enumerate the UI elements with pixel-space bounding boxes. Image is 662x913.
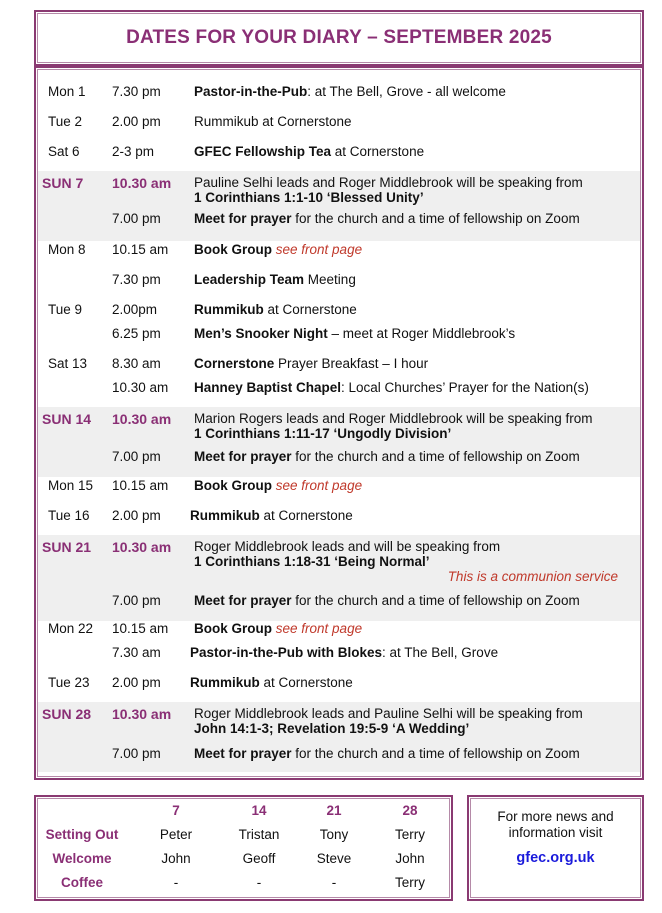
event-time: 2.00 pm (112, 508, 161, 523)
event-desc: Meet for prayer for the church and a time of fellowship on Zoom (194, 211, 580, 226)
event-desc: Roger Middlebrook leads and will be speaking from 1 Corinthians 1:18-31 ‘Being Normal’ (194, 539, 501, 569)
rota-cell: Terry (395, 875, 425, 890)
sunday-service-row (38, 539, 640, 589)
event-day: Mon 22 (48, 621, 94, 636)
rota-cell: Steve (316, 851, 352, 866)
event-day: Tue 16 (48, 508, 90, 523)
rota-cell: - (331, 875, 337, 890)
event-time: 7.30 am (112, 645, 161, 660)
rota-date: 28 (402, 803, 418, 818)
event-time: 10.30 am (112, 706, 172, 722)
rota-label: Coffee (60, 875, 103, 890)
event-row (38, 593, 640, 613)
rota-label: Welcome (52, 851, 112, 866)
rota-cell: Tristan (238, 827, 280, 842)
event-row (38, 144, 640, 164)
sunday-block (38, 407, 640, 477)
event-day: Tue 9 (48, 302, 83, 317)
event-day: SUN 21 (42, 539, 92, 555)
event-time: 10.30 am (112, 175, 172, 191)
event-day: Mon 8 (48, 242, 86, 257)
event-row (38, 302, 640, 322)
rota-date: 14 (251, 803, 267, 818)
title-box (34, 10, 644, 66)
event-time: 7.00 pm (112, 211, 161, 226)
event-day: Mon 1 (48, 84, 86, 99)
rota-box (34, 795, 453, 901)
sunday-service-row (38, 411, 640, 445)
event-time: 10.15 am (112, 242, 169, 257)
rota-cell: Peter (159, 827, 193, 842)
event-desc: Book Group see front page (194, 621, 363, 636)
event-desc: Meet for prayer for the church and a time of fellowship on Zoom (194, 593, 580, 608)
event-desc: Pastor-in-the-Pub: at The Bell, Grove - all welcome (194, 84, 506, 99)
event-desc: GFEC Fellowship Tea at Cornerstone (194, 144, 425, 159)
event-desc: Meet for prayer for the church and a time of fellowship on Zoom (194, 449, 580, 464)
event-time: 2.00 pm (112, 675, 161, 690)
website-link[interactable]: gfec.org.uk (516, 850, 595, 866)
rota-cell: Terry (395, 827, 425, 842)
event-day: SUN 28 (42, 706, 92, 722)
event-row (38, 114, 640, 134)
event-desc: Leadership Team Meeting (194, 272, 356, 287)
rota-cell: John (395, 851, 425, 866)
event-desc: Rummikub at Cornerstone (190, 508, 353, 523)
rota-cell: - (256, 875, 262, 890)
event-desc: Pauline Selhi leads and Roger Middlebrook will be speaking from 1 Corinthians 1:1-10 ‘Blessed Unity’ (194, 175, 583, 205)
event-day: SUN 14 (42, 411, 92, 427)
events-box (34, 66, 644, 780)
event-desc: Men’s Snooker Night – meet at Roger Middlebrook’s (194, 326, 516, 341)
event-time: 10.30 am (112, 380, 169, 395)
sunday-block (38, 535, 640, 621)
event-row (38, 272, 640, 292)
info-box (467, 795, 644, 901)
sunday-service-row (38, 706, 640, 740)
event-time: 6.25 pm (112, 326, 161, 341)
event-desc: Rummikub at Cornerstone (194, 302, 357, 317)
event-time: 2.00 pm (112, 114, 161, 129)
page-title: DATES FOR YOUR DIARY – SEPTEMBER 2025 (126, 27, 552, 48)
event-day: Tue 23 (48, 675, 90, 690)
event-desc: Cornerstone Prayer Breakfast – I hour (194, 356, 429, 371)
event-time: 10.15 am (112, 478, 169, 493)
event-row (38, 478, 640, 498)
event-day: Tue 2 (48, 114, 83, 129)
communion-note: This is a communion service (447, 569, 618, 584)
event-desc: Hanney Baptist Chapel: Local Churches’ Prayer for the Nation(s) (194, 380, 589, 395)
event-row (38, 449, 640, 469)
event-row (38, 326, 640, 346)
rota-cell: Tony (319, 827, 349, 842)
event-time: 7.00 pm (112, 746, 161, 761)
event-desc: Rummikub at Cornerstone (190, 675, 353, 690)
sunday-block (38, 171, 640, 241)
event-desc: Roger Middlebrook leads and Pauline Selhi will be speaking from John 14:1-3; Revelation 19:5-9 ‘A Wedding’ (194, 706, 583, 736)
event-time: 2.00pm (112, 302, 158, 317)
sunday-block (38, 702, 640, 772)
event-desc: Book Group see front page (194, 478, 363, 493)
event-row (38, 356, 640, 376)
info-text: For more news and information visit (497, 809, 614, 840)
event-time: 10.30 am (112, 411, 172, 427)
event-row (38, 675, 640, 695)
event-time: 8.30 am (112, 356, 161, 371)
event-day: Mon 15 (48, 478, 94, 493)
rota-date: 7 (172, 803, 180, 818)
event-time: 10.15 am (112, 621, 169, 636)
rota-cell: John (161, 851, 191, 866)
event-desc: Meet for prayer for the church and a time of fellowship on Zoom (194, 746, 580, 761)
event-desc: Marion Rogers leads and Roger Middlebrook will be speaking from 1 Corinthians 1:11-17 ‘Ungodly Division’ (194, 411, 593, 441)
rota-cell: - (173, 875, 179, 890)
event-row (38, 746, 640, 766)
event-time: 7.30 pm (112, 84, 161, 99)
event-row (38, 211, 640, 231)
event-desc: Rummikub at Cornerstone (194, 114, 352, 129)
event-day: SUN 7 (42, 175, 84, 191)
event-desc: Pastor-in-the-Pub with Blokes: at The Bell, Grove (190, 645, 499, 660)
rota-label: Setting Out (45, 827, 119, 842)
event-row (38, 645, 640, 665)
sunday-service-row (38, 175, 640, 209)
event-time: 7.00 pm (112, 449, 161, 464)
event-time: 2-3 pm (112, 144, 155, 159)
event-row (38, 621, 640, 641)
event-row (38, 508, 640, 528)
event-row (38, 242, 640, 262)
rota-cell: Geoff (242, 851, 276, 866)
event-time: 7.00 pm (112, 593, 161, 608)
event-desc: Book Group see front page (194, 242, 363, 257)
event-row (38, 84, 640, 104)
event-time: 7.30 pm (112, 272, 161, 287)
event-row (38, 380, 640, 400)
event-day: Sat 13 (48, 356, 88, 371)
event-day: Sat 6 (48, 144, 80, 159)
rota-date: 21 (326, 803, 342, 818)
event-time: 10.30 am (112, 539, 172, 555)
